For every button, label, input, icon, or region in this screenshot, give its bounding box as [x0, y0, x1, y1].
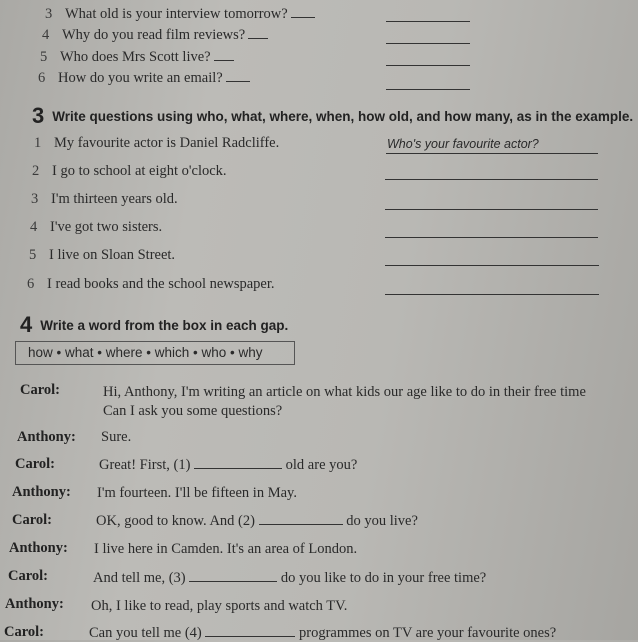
item-number: 4 [30, 219, 38, 235]
speaker-carol: Carol: [15, 456, 56, 472]
item-number: 2 [32, 163, 40, 179]
ex3-item-5 [29, 246, 175, 264]
item-text: I'm thirteen years old. [51, 191, 178, 207]
gap-4-blank[interactable] [205, 635, 295, 637]
speaker-anthony: Anthony: [5, 596, 64, 612]
item-number: 3 [45, 6, 53, 22]
speaker-carol: Carol: [12, 512, 53, 528]
item-number: 6 [27, 276, 35, 292]
ex2-item-6 [38, 69, 250, 87]
ex3-item-1 [34, 134, 279, 152]
item-text: I read books and the school newspaper. [47, 276, 275, 292]
answer-line [386, 153, 598, 154]
speaker-anthony: Anthony: [12, 484, 71, 500]
speaker-carol: Carol: [8, 568, 49, 584]
dialogue-text: do you live? [346, 513, 418, 529]
word-box: how • what • where • which • who • why [15, 341, 295, 365]
dialogue-line: Oh, I like to read, play sports and watch TV. [91, 598, 348, 614]
answer-line [386, 89, 470, 90]
ex3-item-2 [32, 162, 227, 180]
item-number: 5 [40, 49, 48, 65]
item-text: I've got two sisters. [50, 219, 163, 235]
dialogue-text: do you like to do in your free time? [280, 570, 487, 586]
inline-gap [226, 80, 250, 82]
answer-line[interactable] [385, 265, 599, 266]
dialogue-line: Can I ask you some questions? [103, 403, 283, 419]
answer-line [386, 65, 470, 66]
gap-2-blank[interactable] [259, 523, 343, 525]
ex2-item-5 [40, 48, 234, 66]
inline-gap [214, 59, 234, 61]
dialogue-text: OK, good to know. And (2) [96, 513, 255, 529]
item-text: What old is your interview tomorrow? [65, 6, 288, 22]
item-number: 6 [38, 70, 46, 86]
gap-3-blank[interactable] [189, 580, 277, 582]
exercise-instruction: Write questions using who, what, where, when, how old, and how many, as in the example. [52, 109, 634, 124]
item-text: My favourite actor is Daniel Radcliffe. [54, 135, 280, 151]
exercise-4-heading [20, 312, 288, 338]
exercise-number: 4 [20, 312, 33, 337]
inline-gap [291, 16, 315, 18]
ex3-item-4 [30, 218, 162, 236]
item-text: I go to school at eight o'clock. [52, 163, 227, 179]
speaker-anthony: Anthony: [9, 540, 68, 556]
dialogue-line: I'm fourteen. I'll be fifteen in May. [97, 485, 297, 501]
item-number: 3 [31, 191, 39, 207]
answer-line [386, 43, 470, 44]
answer-line [386, 21, 470, 22]
item-text: I live on Sloan Street. [49, 247, 176, 263]
inline-gap [248, 37, 268, 39]
dialogue-text: Can you tell me (4) [89, 625, 202, 641]
speaker-anthony: Anthony: [17, 429, 76, 445]
dialogue-text: programmes on TV are your favourite ones? [299, 625, 557, 641]
dialogue-gap-line-4 [89, 625, 556, 642]
item-number: 1 [34, 135, 42, 151]
item-number: 5 [29, 247, 37, 263]
gap-1-blank[interactable] [194, 467, 282, 469]
dialogue-line: Sure. [101, 429, 132, 445]
ex2-item-4 [42, 26, 268, 44]
ex2-item-3 [45, 5, 315, 23]
item-text: Why do you read film reviews? [62, 27, 246, 43]
item-text: How do you write an email? [58, 70, 223, 86]
example-answer: Who's your favourite actor? [387, 137, 539, 151]
exercise-instruction: Write a word from the box in each gap. [40, 318, 289, 333]
dialogue-text: And tell me, (3) [93, 570, 186, 586]
dialogue-gap-line-2 [96, 513, 418, 530]
dialogue-gap-line-3 [93, 570, 486, 587]
dialogue-line: I live here in Camden. It's an area of London. [94, 541, 358, 557]
answer-line[interactable] [385, 237, 598, 238]
ex3-item-3 [31, 190, 178, 208]
answer-line[interactable] [385, 179, 598, 180]
dialogue-text: old are you? [285, 457, 358, 473]
item-text: Who does Mrs Scott live? [60, 49, 211, 65]
dialogue-text: Great! First, (1) [99, 457, 191, 473]
speaker-carol: Carol: [4, 624, 45, 640]
item-number: 4 [42, 27, 50, 43]
exercise-number: 3 [32, 103, 45, 128]
dialogue-line: Hi, Anthony, I'm writing an article on what kids our age like to do in their free time [103, 384, 586, 400]
answer-line[interactable] [385, 294, 599, 295]
exercise-3-heading [32, 103, 633, 129]
ex3-item-6 [27, 275, 275, 293]
dialogue-gap-line-1 [99, 457, 357, 474]
speaker-carol: Carol: [20, 382, 61, 398]
answer-line[interactable] [385, 209, 598, 210]
